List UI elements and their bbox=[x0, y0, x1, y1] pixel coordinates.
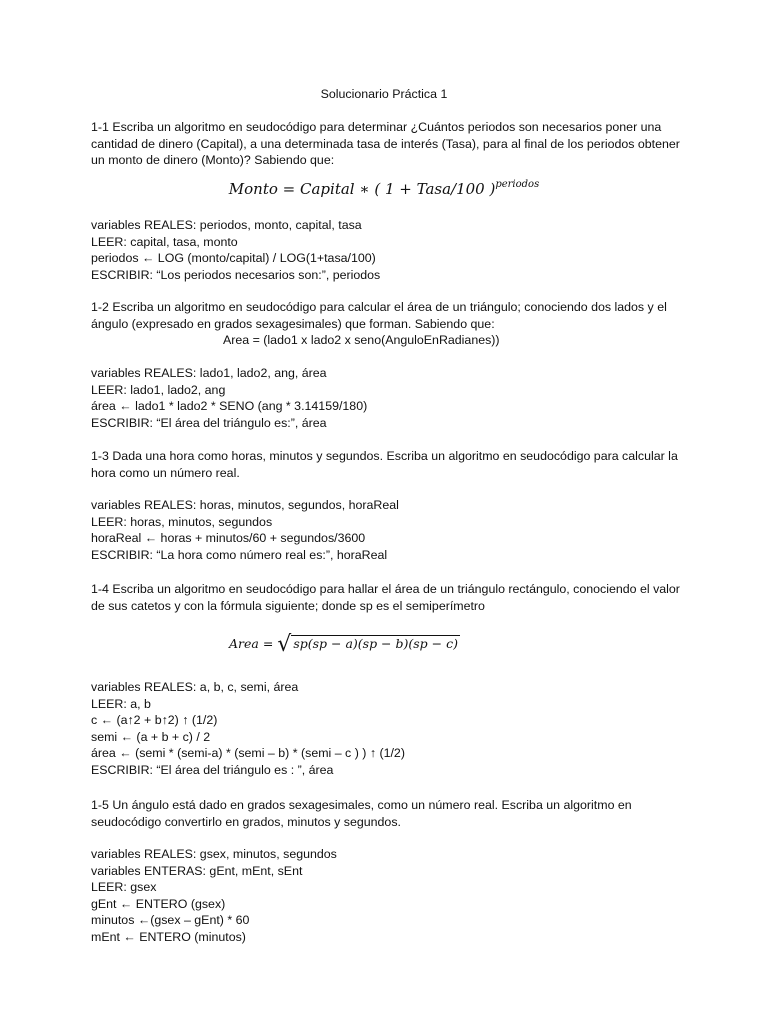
code-line: mEnt ← ENTERO (minutos) bbox=[91, 929, 246, 944]
formula-1-4-lhs: Area = bbox=[229, 636, 274, 651]
code-line: semi ← (a + b + c) / 2 bbox=[91, 729, 211, 744]
code-line: variables ENTERAS: gEnt, mEnt, sEnt bbox=[91, 863, 303, 878]
formula-1-1-main: Monto = Capital ∗ ( 1 + Tasa/100 ) bbox=[228, 180, 496, 198]
code-line: gEnt ← ENTERO (gsex) bbox=[91, 896, 226, 911]
code-block-1-4 bbox=[91, 679, 405, 779]
code-line: horaReal ← horas + minutos/60 + segundos/3600 bbox=[91, 531, 366, 546]
code-line: LEER: a, b bbox=[91, 696, 151, 711]
code-line: variables REALES: periodos, monto, capital, tasa bbox=[91, 218, 362, 232]
page-title: Solucionario Práctica 1 bbox=[320, 87, 448, 101]
code-line: LEER: lado1, lado2, ang bbox=[91, 382, 226, 397]
code-line: minutos ←(gsex – gEnt) * 60 bbox=[91, 913, 250, 928]
code-line: área ← lado1 * lado2 * SENO (ang * 3.14159/180) bbox=[91, 399, 368, 414]
formula-1-2: Area = (lado1 x lado2 x seno(AnguloEnRadianes)) bbox=[223, 333, 500, 347]
code-line: variables REALES: lado1, lado2, ang, área bbox=[91, 366, 327, 380]
code-line: ESCRIBIR: “El área del triángulo es : ”, área bbox=[91, 762, 334, 777]
code-block-1-3 bbox=[91, 497, 399, 563]
formula-1-1-exponent: periodos bbox=[495, 179, 540, 190]
code-line: variables REALES: gsex, minutos, segundos bbox=[91, 847, 337, 861]
code-line: LEER: horas, minutos, segundos bbox=[91, 514, 273, 529]
code-block-1-5 bbox=[91, 846, 337, 946]
code-line: LEER: capital, tasa, monto bbox=[91, 234, 238, 249]
code-line: variables REALES: a, b, c, semi, área bbox=[91, 680, 299, 694]
formula-1-1 bbox=[0, 181, 768, 201]
question-1-3: 1-3 Dada una hora como horas, minutos y segundos. Escriba un algoritmo en seudocódigo para calcular la hora como un número real. bbox=[91, 449, 678, 480]
sqrt-icon: √ sp(sp − a)(sp − b)(sp − c) bbox=[277, 632, 458, 657]
question-1-2: 1-2 Escriba un algoritmo en seudocódigo para calcular el área de un triángulo; conociendo dos lados y el ángulo (expresado en grados sexagesimales) que forman. Sabiendo que: bbox=[91, 300, 667, 331]
formula-1-4-radicand: sp(sp − a)(sp − b)(sp − c) bbox=[293, 636, 458, 651]
code-line: ESCRIBIR: “El área del triángulo es:”, área bbox=[91, 415, 327, 430]
code-block-1-2 bbox=[91, 365, 367, 431]
code-line: variables REALES: horas, minutos, segundos, horaReal bbox=[91, 498, 399, 512]
code-line: área ← (semi * (semi-a) * (semi – b) * (semi – c ) ) ↑ (1/2) bbox=[91, 746, 405, 761]
code-line: ESCRIBIR: “La hora como número real es:”, horaReal bbox=[91, 547, 388, 562]
code-line: LEER: gsex bbox=[91, 880, 157, 895]
code-block-1-1 bbox=[91, 217, 380, 283]
question-1-4: 1-4 Escriba un algoritmo en seudocódigo para hallar el área de un triángulo rectángulo, conociendo el valor de sus catetos y con la fórmula siguiente; donde sp es el semiperímetro bbox=[91, 582, 680, 613]
code-line: periodos ← LOG (monto/capital) / LOG(1+tasa/100) bbox=[91, 251, 376, 266]
code-line: c ← (a↑2 + b↑2) ↑ (1/2) bbox=[91, 713, 218, 728]
code-line: ESCRIBIR: “Los periodos necesarios son:”, periodos bbox=[91, 267, 381, 282]
question-1-5: 1-5 Un ángulo está dado en grados sexagesimales, como un número real. Escriba un algoritmo en seudocódigo convertirlo en grados, minutos y segundos. bbox=[91, 798, 632, 829]
question-1-1: 1-1 Escriba un algoritmo en seudocódigo para determinar ¿Cuántos periodos son necesarios poner una cantidad de dinero (Capital), a una determinada tasa de interés (Tasa), para al final de los periodos obtener un monto de dinero (Monto)? Sabiendo que: bbox=[91, 120, 680, 168]
formula-1-4 bbox=[229, 632, 460, 657]
